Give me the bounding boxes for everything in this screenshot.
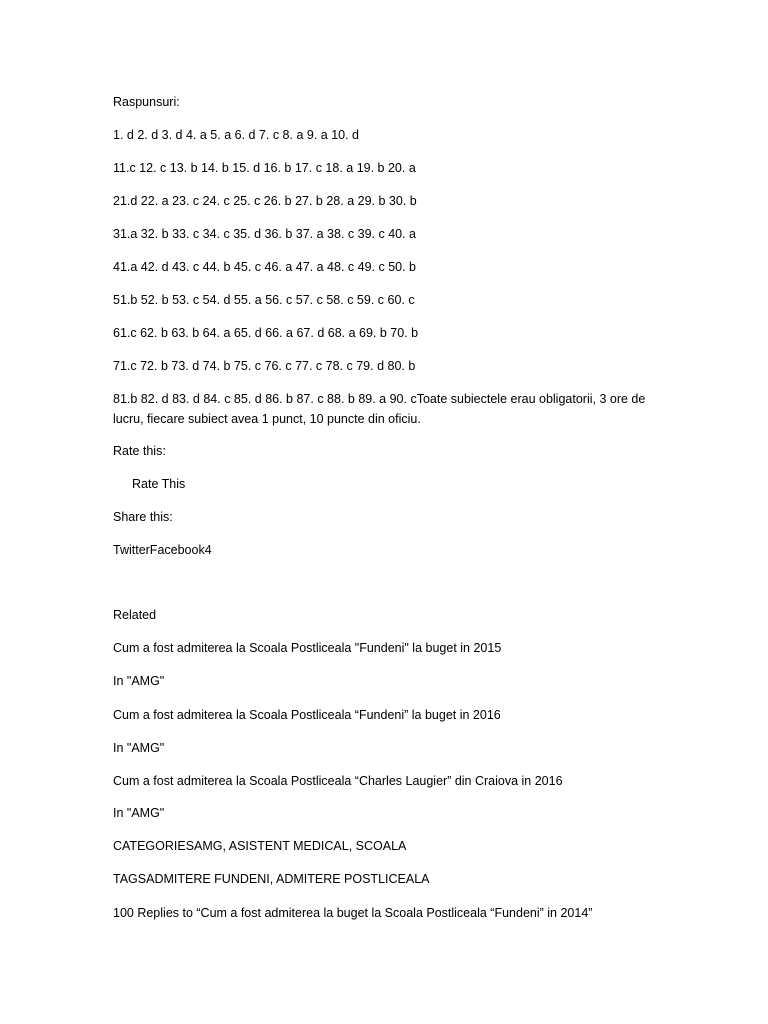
- share-links[interactable]: TwitterFacebook4: [113, 543, 212, 557]
- related-category-2: In "AMG": [113, 741, 165, 755]
- rate-this-button[interactable]: Rate This: [132, 477, 186, 491]
- answers-heading: Raspunsuri:: [113, 95, 180, 109]
- answers-row-6: 51.b 52. b 53. c 54. d 55. a 56. c 57. c 58. c 59. c 60. c: [113, 293, 415, 307]
- rating-label: Rate this:: [113, 444, 166, 458]
- answers-row-1: 1. d 2. d 3. d 4. a 5. a 6. d 7. c 8. a 9. a 10. d: [113, 128, 360, 142]
- answers-row-3: 21.d 22. a 23. c 24. c 25. c 26. b 27. b 28. a 29. b 30. b: [113, 194, 417, 208]
- answers-row-2: 11.c 12. c 13. b 14. b 15. d 16. b 17. c 18. a 19. b 20. a: [113, 161, 416, 175]
- related-link-2[interactable]: Cum a fost admiterea la Scoala Postliceala “Fundeni” la buget in 2016: [113, 708, 501, 722]
- related-heading: Related: [113, 608, 157, 622]
- related-category-1: In "AMG": [113, 674, 165, 688]
- answers-row-7: 61.c 62. b 63. b 64. a 65. d 66. a 67. d 68. a 69. b 70. b: [113, 326, 419, 340]
- related-link-1[interactable]: Cum a fost admiterea la Scoala Postliceala "Fundeni" la buget in 2015: [113, 641, 502, 655]
- categories-line[interactable]: CATEGORIESAMG, ASISTENT MEDICAL, SCOALA: [113, 839, 407, 853]
- answers-row-9: 81.b 82. d 83. d 84. c 85. d 86. b 87. c 88. b 89. a 90. cToate subiectele erau obligatorii, 3 ore de lucru, fiecare subiect avea 1 punct, 10 puncte din oficiu.: [113, 392, 646, 426]
- tags-line[interactable]: TAGSADMITERE FUNDENI, ADMITERE POSTLICEALA: [113, 872, 430, 886]
- answers-row-4: 31.a 32. b 33. c 34. c 35. d 36. b 37. a 38. c 39. c 40. a: [113, 227, 416, 241]
- related-category-3: In "AMG": [113, 806, 165, 820]
- share-label: Share this:: [113, 510, 173, 524]
- related-link-3[interactable]: Cum a fost admiterea la Scoala Postliceala “Charles Laugier” din Craiova in 2016: [113, 774, 563, 788]
- answers-row-8: 71.c 72. b 73. d 74. b 75. c 76. c 77. c 78. c 79. d 80. b: [113, 359, 416, 373]
- answers-row-5: 41.a 42. d 43. c 44. b 45. c 46. a 47. a 48. c 49. c 50. b: [113, 260, 416, 274]
- replies-heading: 100 Replies to “Cum a fost admiterea la buget la Scoala Postliceala “Fundeni” in 2014”: [113, 906, 593, 920]
